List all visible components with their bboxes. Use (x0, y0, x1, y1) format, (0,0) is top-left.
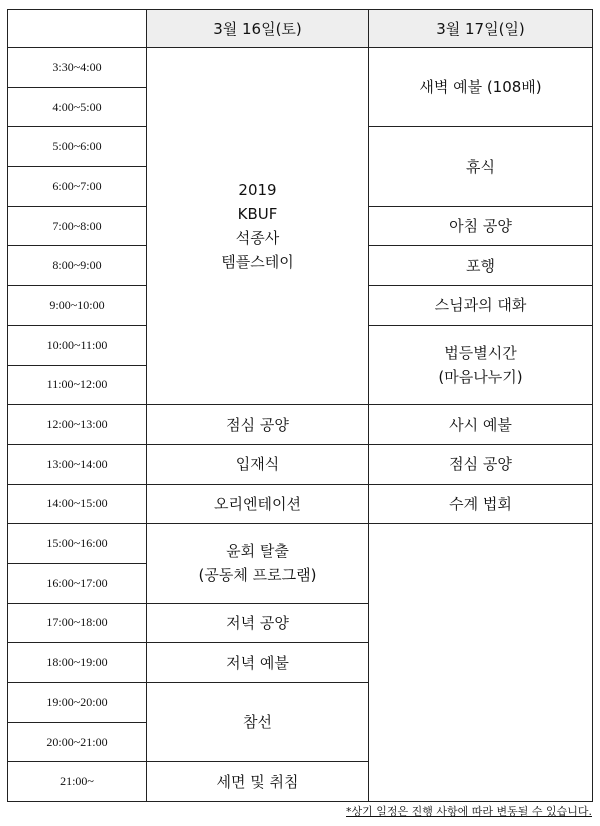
day1-sleep: 세면 및 취침 (147, 762, 369, 802)
time-cell: 3:30~4:00 (8, 48, 147, 88)
header-day1: 3월 16일(토) (147, 10, 369, 48)
table-row (8, 48, 593, 88)
time-cell: 18:00~19:00 (8, 643, 147, 683)
escape-title: 윤회 탈출 (226, 542, 289, 561)
templestay-org: KBUF (237, 205, 278, 224)
header-row (8, 10, 593, 48)
day1-evening-service: 저녁 예불 (147, 643, 369, 683)
dharma-title: 법등별시간 (444, 344, 517, 362)
time-cell: 5:00~6:00 (8, 127, 147, 167)
day1-meditation: 참선 (147, 683, 369, 762)
day1-escape (147, 524, 369, 603)
time-cell: 19:00~20:00 (8, 683, 147, 723)
table-row (8, 444, 593, 484)
day2-dharma (369, 325, 593, 404)
day2-lunch: 점심 공양 (369, 444, 593, 484)
day1-lunch: 점심 공양 (147, 405, 369, 445)
templestay-title: 템플스테이 (221, 253, 294, 272)
day1-templestay (147, 48, 369, 405)
time-cell: 8:00~9:00 (8, 246, 147, 286)
time-cell: 12:00~13:00 (8, 405, 147, 445)
time-cell: 17:00~18:00 (8, 603, 147, 643)
schedule-table (7, 9, 593, 802)
day1-orientation: 오리엔테이션 (147, 484, 369, 524)
header-corner (8, 10, 147, 48)
day2-rest: 휴식 (369, 127, 593, 206)
day1-entry: 입재식 (147, 444, 369, 484)
time-cell: 14:00~15:00 (8, 484, 147, 524)
day2-talk: 스님과의 대화 (369, 286, 593, 326)
table-row (8, 524, 593, 564)
day2-closing: 수계 법회 (369, 484, 593, 524)
day2-dawn: 새벽 예불 (108배) (369, 48, 593, 127)
escape-subtitle: (공동체 프로그램) (198, 566, 317, 585)
day2-breakfast: 아침 공양 (369, 206, 593, 246)
time-cell: 7:00~8:00 (8, 206, 147, 246)
time-cell: 21:00~ (8, 762, 147, 802)
day2-walk: 포행 (369, 246, 593, 286)
time-cell: 10:00~11:00 (8, 325, 147, 365)
time-cell: 20:00~21:00 (8, 722, 147, 762)
day2-shrine: 사시 예불 (369, 405, 593, 445)
day1-dinner: 저녁 공양 (147, 603, 369, 643)
table-row (8, 405, 593, 445)
header-day2: 3월 17일(일) (369, 10, 593, 48)
dharma-subtitle: (마음나누기) (438, 368, 523, 386)
templestay-year: 2019 (238, 181, 277, 200)
time-cell: 11:00~12:00 (8, 365, 147, 405)
time-cell: 13:00~14:00 (8, 444, 147, 484)
table-row (8, 484, 593, 524)
templestay-temple: 석종사 (235, 229, 280, 248)
time-cell: 6:00~7:00 (8, 167, 147, 207)
day2-empty (369, 524, 593, 802)
time-cell: 16:00~17:00 (8, 563, 147, 603)
footnote: *상기 일정은 진행 사항에 따라 변동될 수 있습니다. (346, 805, 592, 818)
time-cell: 4:00~5:00 (8, 87, 147, 127)
time-cell: 15:00~16:00 (8, 524, 147, 564)
time-cell: 9:00~10:00 (8, 286, 147, 326)
